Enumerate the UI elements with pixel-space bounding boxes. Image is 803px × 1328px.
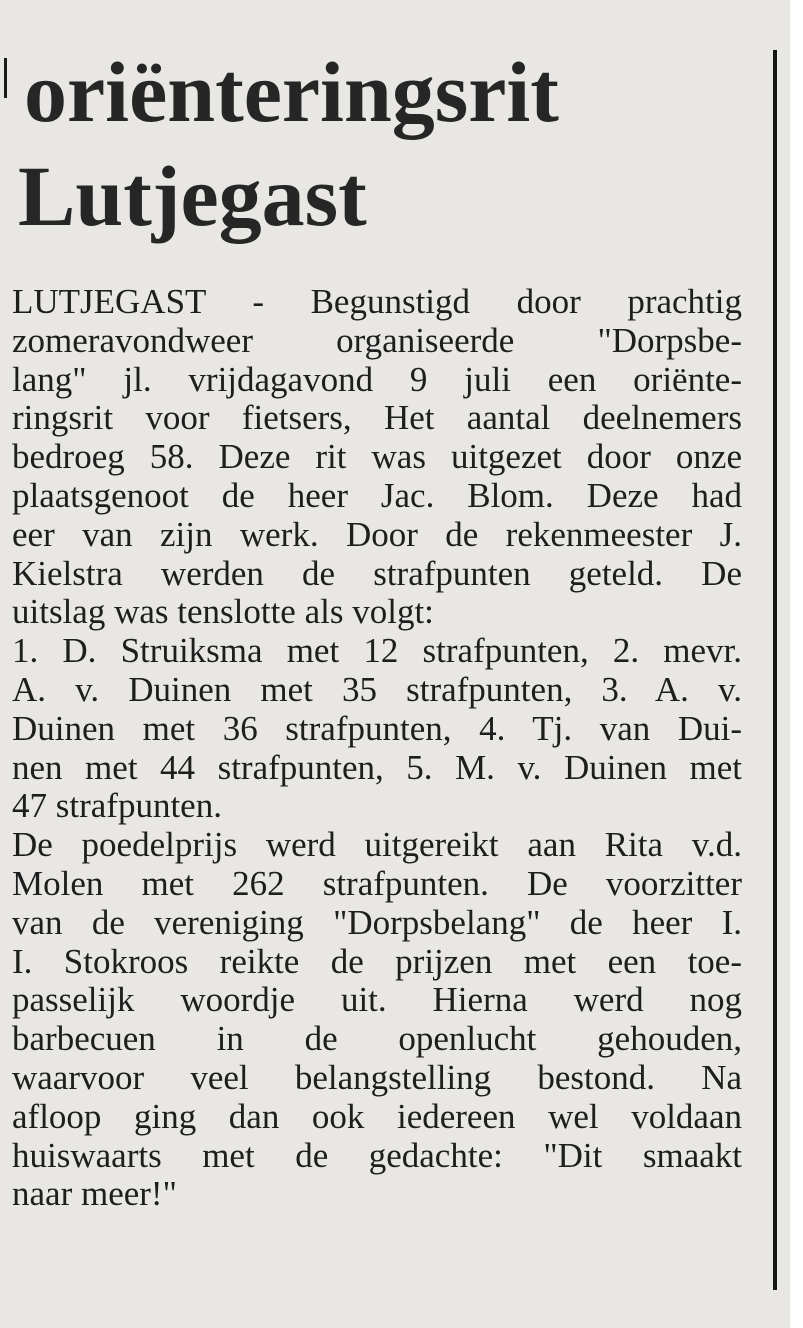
article-line: huiswaarts met de gedachte: "Dit smaakt bbox=[12, 1135, 742, 1175]
article-line: A. v. Duinen met 35 strafpunten, 3. A. v. bbox=[12, 669, 742, 709]
article-line: uitslag was tenslotte als volgt: bbox=[12, 592, 434, 632]
headline-line-2: Lutjegast bbox=[18, 148, 367, 244]
article-headline bbox=[18, 40, 559, 248]
article-line: barbecuen in de openlucht gehouden, bbox=[12, 1019, 742, 1059]
article-line: Molen met 262 strafpunten. De voorzitter bbox=[12, 863, 742, 903]
article-line: passelijk woordje uit. Hierna werd nog bbox=[12, 980, 742, 1020]
article-line: Kielstra werden de strafpunten geteld. De bbox=[12, 553, 742, 593]
article-line: afloop ging dan ook iedereen wel voldaan bbox=[12, 1096, 742, 1136]
article-line: lang" jl. vrijdagavond 9 juli een oriënte- bbox=[12, 359, 742, 399]
column-rule-right bbox=[773, 50, 777, 1290]
article-line: LUTJEGAST - Begunstigd door prachtig bbox=[12, 282, 742, 321]
article-line: Duinen met 36 strafpunten, 4. Tj. van Dui- bbox=[12, 708, 742, 748]
article-line: naar meer!" bbox=[12, 1174, 177, 1214]
article-line: ringsrit voor fietsers, Het aantal deelnemers bbox=[12, 398, 742, 438]
column-rule-left bbox=[4, 58, 7, 98]
article-line: eer van zijn werk. Door de rekenmeester J. bbox=[12, 514, 742, 554]
article-line: zomeravondweer organiseerde "Dorpsbe- bbox=[12, 320, 742, 360]
article-line: van de vereniging "Dorpsbelang" de heer I. bbox=[12, 902, 742, 942]
article-line: bedroeg 58. Deze rit was uitgezet door onze bbox=[12, 437, 742, 477]
article-line: 1. D. Struiksma met 12 strafpunten, 2. mevr. bbox=[12, 631, 742, 671]
article-line: De poedelprijs werd uitgereikt aan Rita v.d. bbox=[12, 825, 742, 865]
article-line: 47 strafpunten. bbox=[12, 786, 222, 826]
article-line: waarvoor veel belangstelling bestond. Na bbox=[12, 1057, 742, 1097]
article-line: plaatsgenoot de heer Jac. Blom. Deze had bbox=[12, 475, 742, 515]
article-line: nen met 44 strafpunten, 5. M. v. Duinen met bbox=[12, 747, 742, 787]
headline-line-1: oriënteringsrit bbox=[24, 44, 559, 140]
article-line: I. Stokroos reikte de prijzen met een toe- bbox=[12, 941, 742, 981]
article-body bbox=[12, 283, 742, 1214]
